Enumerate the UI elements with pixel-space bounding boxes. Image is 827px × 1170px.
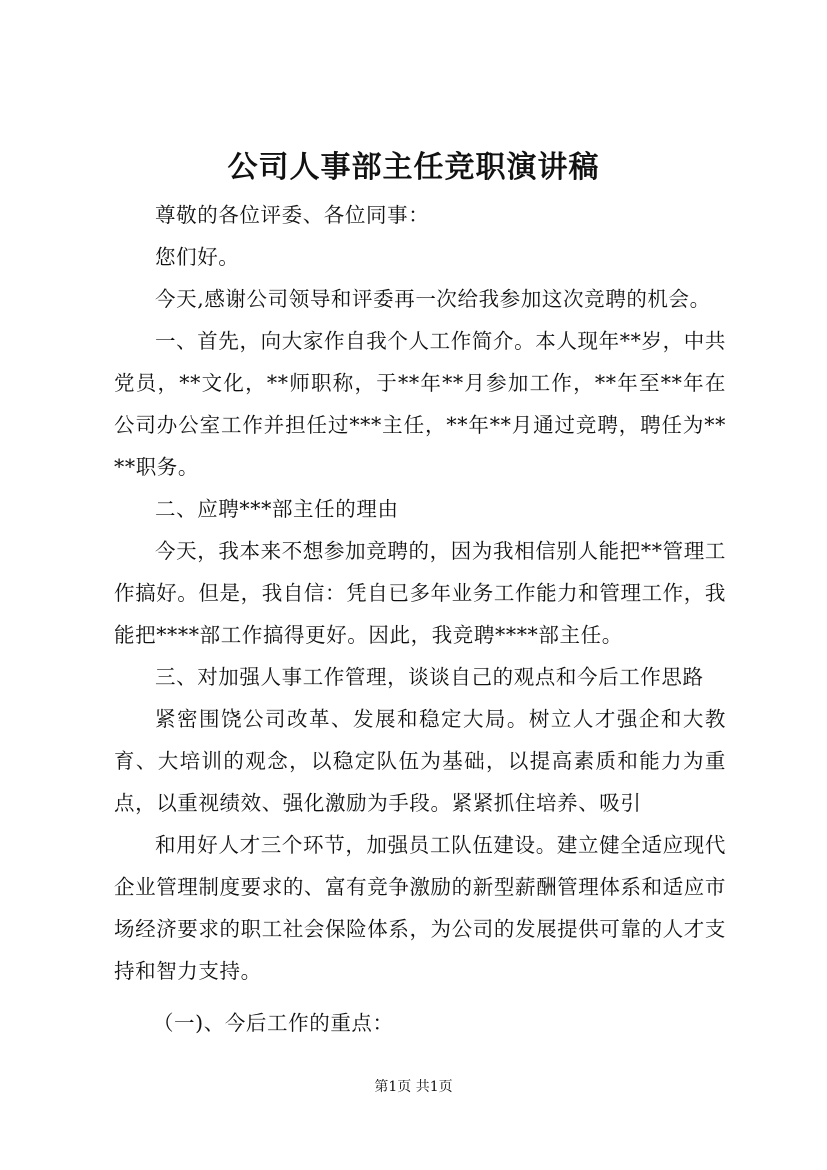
self-introduction-paragraph: 一、首先，向大家作自我个人工作简介。本人现年**岁，中共党员，**文化，**师职称，于**年**月参加工作，**年至**年在公司办公室工作并担任过***主任，**年**月通过竞聘，聘任为****职务。 bbox=[114, 329, 726, 479]
document-title: 公司人事部主任竞职演讲稿 bbox=[227, 150, 600, 185]
greeting: 您们好。 bbox=[155, 245, 240, 269]
opening-paragraph: 今天,感谢公司领导和评委再一次给我参加这次竞聘的机会。 bbox=[155, 287, 711, 311]
page-footer: 第1页 共1页 bbox=[374, 1079, 453, 1095]
section-heading-reasons: 二、应聘***部主任的理由 bbox=[155, 497, 399, 521]
section-heading-ideas: 三、对加强人事工作管理，谈谈自己的观点和今后工作思路 bbox=[155, 665, 704, 689]
reasons-paragraph: 今天，我本来不想参加竞聘的，因为我相信别人能把**管理工作搞好。但是，我自信：凭自已多年业务工作能力和管理工作，我能把****部工作搞得更好。因此，我竞聘****部主任。 bbox=[114, 539, 726, 647]
subsection-heading-focus: （一)、今后工作的重点： bbox=[152, 1011, 394, 1035]
ideas-paragraph-2: 和用好人才三个环节，加强员工队伍建设。建立健全适应现代企业管理制度要求的、富有竞争激励的新型薪酬管理体系和适应市场经济要求的职工社会保险体系，为公司的发展提供可靠的人才支持和智力支持。 bbox=[114, 833, 726, 983]
salutation: 尊敬的各位评委、各位同事： bbox=[155, 203, 430, 227]
ideas-paragraph-1: 紧密围饶公司改革、发展和稳定大局。树立人才强企和大教育、大培训的观念，以稳定队伍为基础，以提高素质和能力为重点，以重视绩效、强化激励为手段。紧紧抓住培养、吸引 bbox=[114, 707, 726, 815]
document-body bbox=[114, 194, 726, 1044]
